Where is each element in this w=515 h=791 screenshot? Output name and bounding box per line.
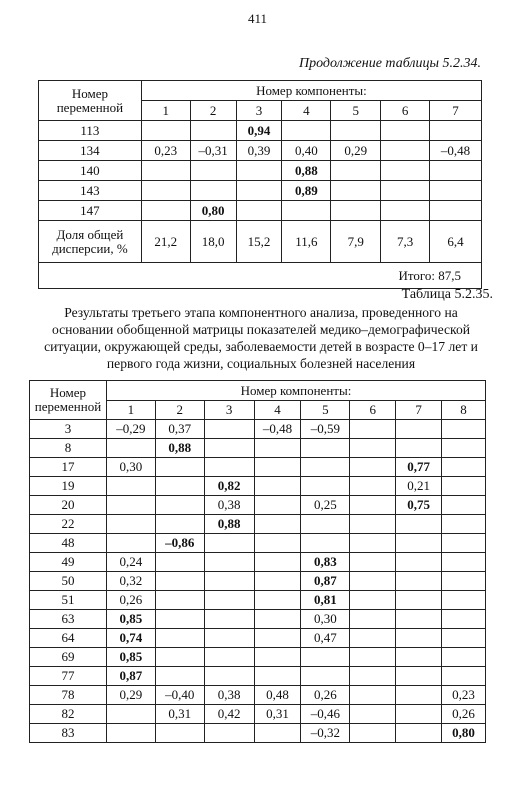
loading-cell <box>155 724 204 743</box>
loading-cell <box>204 534 254 553</box>
variable-number-cell: 143 <box>39 181 142 201</box>
loading-cell <box>381 141 430 161</box>
loading-cell: 0,88 <box>204 515 254 534</box>
loading-cell <box>301 515 350 534</box>
loading-cell: 0,42 <box>204 705 254 724</box>
variable-number-cell: 3 <box>30 420 107 439</box>
loading-cell: 15,2 <box>236 221 282 263</box>
variable-number-cell: 82 <box>30 705 107 724</box>
table-row <box>30 496 486 515</box>
loading-cell <box>106 724 155 743</box>
loading-cell <box>442 591 486 610</box>
loading-cell <box>350 515 396 534</box>
table-5-2-34-continued <box>38 80 482 289</box>
table-row <box>30 648 486 667</box>
loading-cell <box>301 667 350 686</box>
loading-cell <box>442 648 486 667</box>
loading-cell <box>350 439 396 458</box>
loading-cell: 0,31 <box>254 705 301 724</box>
component-column-header: 3 <box>204 401 254 420</box>
loading-cell: 0,81 <box>301 591 350 610</box>
loading-cell <box>155 648 204 667</box>
loading-cell: 0,40 <box>282 141 331 161</box>
table-row <box>39 141 482 161</box>
loading-cell: –0,59 <box>301 420 350 439</box>
loading-cell: 7,9 <box>331 221 381 263</box>
loading-cell: 0,75 <box>396 496 442 515</box>
component-column-header: 1 <box>141 101 190 121</box>
loading-cell <box>254 496 301 515</box>
loading-cell <box>350 477 396 496</box>
loading-cell <box>442 515 486 534</box>
loading-cell <box>396 667 442 686</box>
loading-cell: 0,26 <box>106 591 155 610</box>
component-column-header: 5 <box>331 101 381 121</box>
loading-cell <box>106 439 155 458</box>
component-column-header: 2 <box>155 401 204 420</box>
loading-cell: –0,40 <box>155 686 204 705</box>
loading-cell <box>350 629 396 648</box>
loading-cell <box>254 667 301 686</box>
variable-number-cell: 113 <box>39 121 142 141</box>
variable-number-cell: 140 <box>39 161 142 181</box>
loading-cell: 0,87 <box>301 572 350 591</box>
loading-cell <box>301 477 350 496</box>
variable-number-cell: 22 <box>30 515 107 534</box>
loading-cell <box>350 553 396 572</box>
loading-cell <box>155 591 204 610</box>
loading-cell <box>254 515 301 534</box>
loading-cell <box>396 705 442 724</box>
loading-cell: 0,85 <box>106 648 155 667</box>
loading-cell: 0,29 <box>331 141 381 161</box>
loading-cell <box>204 420 254 439</box>
loading-cell <box>396 610 442 629</box>
variable-number-cell: 48 <box>30 534 107 553</box>
loading-cell <box>106 477 155 496</box>
loading-cell <box>350 591 396 610</box>
loading-cell: 0,74 <box>106 629 155 648</box>
loading-cell: 0,25 <box>301 496 350 515</box>
variable-number-cell: 147 <box>39 201 142 221</box>
loading-cell <box>350 667 396 686</box>
loading-cell <box>442 572 486 591</box>
loading-cell <box>350 420 396 439</box>
loading-cell <box>254 648 301 667</box>
loading-cell <box>254 724 301 743</box>
loading-cell <box>204 458 254 477</box>
loading-cell: 18,0 <box>190 221 236 263</box>
variable-number-cell: 83 <box>30 724 107 743</box>
loading-cell <box>396 420 442 439</box>
loading-cell <box>282 121 331 141</box>
loading-cell: 0,77 <box>396 458 442 477</box>
loading-cell <box>331 201 381 221</box>
loading-cell: –0,86 <box>155 534 204 553</box>
loading-cell: –0,46 <box>301 705 350 724</box>
variable-number-cell: 64 <box>30 629 107 648</box>
loading-cell: 0,82 <box>204 477 254 496</box>
loading-cell <box>282 201 331 221</box>
variable-number-cell: 63 <box>30 610 107 629</box>
loading-cell <box>396 439 442 458</box>
loading-cell: 0,32 <box>106 572 155 591</box>
loading-cell <box>350 458 396 477</box>
loading-cell <box>155 496 204 515</box>
loading-cell <box>442 629 486 648</box>
loading-cell: 0,94 <box>236 121 282 141</box>
component-number-header: Номер компоненты: <box>141 81 481 101</box>
variable-number-cell: 20 <box>30 496 107 515</box>
component-number-header: Номер компоненты: <box>106 381 485 401</box>
table-row <box>30 705 486 724</box>
loading-cell <box>381 181 430 201</box>
loading-cell <box>331 181 381 201</box>
loading-cell: –0,29 <box>106 420 155 439</box>
loading-cell: 6,4 <box>430 221 482 263</box>
loading-cell: 0,48 <box>254 686 301 705</box>
loading-cell <box>396 724 442 743</box>
table-caption: Результаты третьего этапа компонентного анализа, проведенного на основании обобщенной матрицы показателей медико–демографической ситуации, окружающей среды, заболеваемости детей в возрасте 0–17 лет и первого года жизни, социальных болезней населения <box>44 305 478 371</box>
loading-cell <box>442 610 486 629</box>
loading-cell: 0,31 <box>155 705 204 724</box>
loading-cell <box>155 572 204 591</box>
loading-cell <box>442 458 486 477</box>
loading-cell <box>301 439 350 458</box>
loading-cell <box>254 534 301 553</box>
loading-cell <box>396 515 442 534</box>
loading-cell <box>155 610 204 629</box>
loading-cell: 0,23 <box>141 141 190 161</box>
loading-cell <box>190 181 236 201</box>
loading-cell <box>254 610 301 629</box>
loading-cell: 0,87 <box>106 667 155 686</box>
loading-cell <box>430 121 482 141</box>
table-row <box>30 553 486 572</box>
loading-cell <box>442 667 486 686</box>
loading-cell <box>350 572 396 591</box>
loading-cell <box>442 477 486 496</box>
component-column-header: 7 <box>430 101 482 121</box>
table-row <box>30 477 486 496</box>
loading-cell <box>430 181 482 201</box>
loading-cell <box>350 496 396 515</box>
loading-cell <box>381 201 430 221</box>
variable-number-cell: 77 <box>30 667 107 686</box>
loading-cell <box>350 534 396 553</box>
loading-cell <box>396 572 442 591</box>
table-row <box>30 610 486 629</box>
loading-cell <box>381 121 430 141</box>
loading-cell <box>141 181 190 201</box>
loading-cell <box>106 534 155 553</box>
loading-cell <box>204 724 254 743</box>
table-row <box>39 201 482 221</box>
table-row <box>30 591 486 610</box>
component-column-header: 1 <box>106 401 155 420</box>
loading-cell: 0,26 <box>301 686 350 705</box>
loading-cell <box>204 648 254 667</box>
loading-cell <box>254 477 301 496</box>
table-row <box>30 572 486 591</box>
table-row <box>30 686 486 705</box>
loading-cell <box>350 610 396 629</box>
table-row <box>30 724 486 743</box>
loading-cell <box>204 667 254 686</box>
loading-cell <box>204 629 254 648</box>
loading-cell <box>155 477 204 496</box>
loading-cell <box>396 629 442 648</box>
loading-cell: 0,21 <box>396 477 442 496</box>
loading-cell <box>430 201 482 221</box>
loading-cell: 0,39 <box>236 141 282 161</box>
loading-cell <box>254 439 301 458</box>
variable-number-cell: 17 <box>30 458 107 477</box>
loading-cell <box>396 534 442 553</box>
table-row <box>30 534 486 553</box>
total-note: Итого: 87,5 <box>39 263 482 289</box>
table-5-2-35 <box>29 380 486 743</box>
loading-cell <box>301 648 350 667</box>
loading-cell: 0,30 <box>106 458 155 477</box>
loading-cell <box>155 515 204 534</box>
loading-cell <box>106 496 155 515</box>
loading-cell: 0,26 <box>442 705 486 724</box>
loading-cell <box>155 458 204 477</box>
table-label: Таблица 5.2.35. <box>401 287 493 302</box>
variable-number-cell: 69 <box>30 648 107 667</box>
table-row <box>30 667 486 686</box>
table-row <box>30 439 486 458</box>
loading-cell <box>155 667 204 686</box>
loading-cell <box>106 515 155 534</box>
loading-cell: 0,88 <box>155 439 204 458</box>
loading-cell <box>442 420 486 439</box>
table-row <box>39 181 482 201</box>
loading-cell <box>381 161 430 181</box>
loading-cell <box>301 458 350 477</box>
table-row <box>39 161 482 181</box>
variable-number-header: Номер переменной <box>30 381 107 420</box>
component-column-header: 7 <box>396 401 442 420</box>
table-row <box>30 515 486 534</box>
table-continuation-label: Продолжение таблицы 5.2.34. <box>298 56 481 71</box>
component-column-header: 6 <box>381 101 430 121</box>
loading-cell: –0,48 <box>254 420 301 439</box>
component-column-header: 5 <box>301 401 350 420</box>
loading-cell <box>190 161 236 181</box>
loading-cell <box>442 553 486 572</box>
variable-number-cell: 8 <box>30 439 107 458</box>
loading-cell <box>236 201 282 221</box>
loading-cell <box>204 572 254 591</box>
loading-cell <box>396 648 442 667</box>
loading-cell <box>141 121 190 141</box>
page-number: 411 <box>247 11 268 26</box>
loading-cell: 11,6 <box>282 221 331 263</box>
loading-cell: 0,88 <box>282 161 331 181</box>
loading-cell <box>204 610 254 629</box>
variable-number-cell: 49 <box>30 553 107 572</box>
loading-cell <box>350 705 396 724</box>
component-column-header: 4 <box>254 401 301 420</box>
loading-cell <box>204 439 254 458</box>
loading-cell <box>254 591 301 610</box>
variable-number-cell: Доля общей дисперсии, % <box>39 221 142 263</box>
loading-cell: –0,31 <box>190 141 236 161</box>
loading-cell <box>396 591 442 610</box>
loading-cell <box>350 686 396 705</box>
loading-cell: 0,37 <box>155 420 204 439</box>
loading-cell: –0,48 <box>430 141 482 161</box>
table-row <box>39 121 482 141</box>
loading-cell: 0,38 <box>204 686 254 705</box>
variable-number-cell: 19 <box>30 477 107 496</box>
loading-cell <box>331 121 381 141</box>
component-column-header: 2 <box>190 101 236 121</box>
loading-cell <box>350 724 396 743</box>
variable-number-header: Номер переменной <box>39 81 142 121</box>
loading-cell: 21,2 <box>141 221 190 263</box>
component-column-header: 6 <box>350 401 396 420</box>
loading-cell: 7,3 <box>381 221 430 263</box>
loading-cell <box>350 648 396 667</box>
table-row <box>39 221 482 263</box>
loading-cell <box>204 591 254 610</box>
loading-cell: 0,23 <box>442 686 486 705</box>
loading-cell <box>141 161 190 181</box>
loading-cell: –0,32 <box>301 724 350 743</box>
loading-cell: 0,38 <box>204 496 254 515</box>
table-row <box>30 458 486 477</box>
variable-number-cell: 50 <box>30 572 107 591</box>
component-column-header: 3 <box>236 101 282 121</box>
loading-cell: 0,30 <box>301 610 350 629</box>
loading-cell: 0,29 <box>106 686 155 705</box>
table-row <box>30 629 486 648</box>
loading-cell: 0,85 <box>106 610 155 629</box>
component-column-header: 8 <box>442 401 486 420</box>
loading-cell <box>106 705 155 724</box>
loading-cell: 0,80 <box>190 201 236 221</box>
loading-cell: 0,24 <box>106 553 155 572</box>
loading-cell <box>396 553 442 572</box>
component-column-header: 4 <box>282 101 331 121</box>
loading-cell <box>331 161 381 181</box>
loading-cell <box>442 496 486 515</box>
loading-cell <box>254 629 301 648</box>
loading-cell <box>396 686 442 705</box>
loading-cell: 0,89 <box>282 181 331 201</box>
loading-cell <box>430 161 482 181</box>
loading-cell <box>155 629 204 648</box>
loading-cell: 0,80 <box>442 724 486 743</box>
loading-cell <box>204 553 254 572</box>
loading-cell <box>155 553 204 572</box>
loading-cell <box>141 201 190 221</box>
loading-cell <box>254 458 301 477</box>
loading-cell <box>442 439 486 458</box>
table-row <box>30 420 486 439</box>
loading-cell <box>190 121 236 141</box>
loading-cell <box>442 534 486 553</box>
loading-cell <box>301 534 350 553</box>
loading-cell: 0,83 <box>301 553 350 572</box>
variable-number-cell: 78 <box>30 686 107 705</box>
loading-cell <box>236 161 282 181</box>
variable-number-cell: 134 <box>39 141 142 161</box>
variable-number-cell: 51 <box>30 591 107 610</box>
loading-cell <box>236 181 282 201</box>
loading-cell <box>254 572 301 591</box>
loading-cell <box>254 553 301 572</box>
loading-cell: 0,47 <box>301 629 350 648</box>
